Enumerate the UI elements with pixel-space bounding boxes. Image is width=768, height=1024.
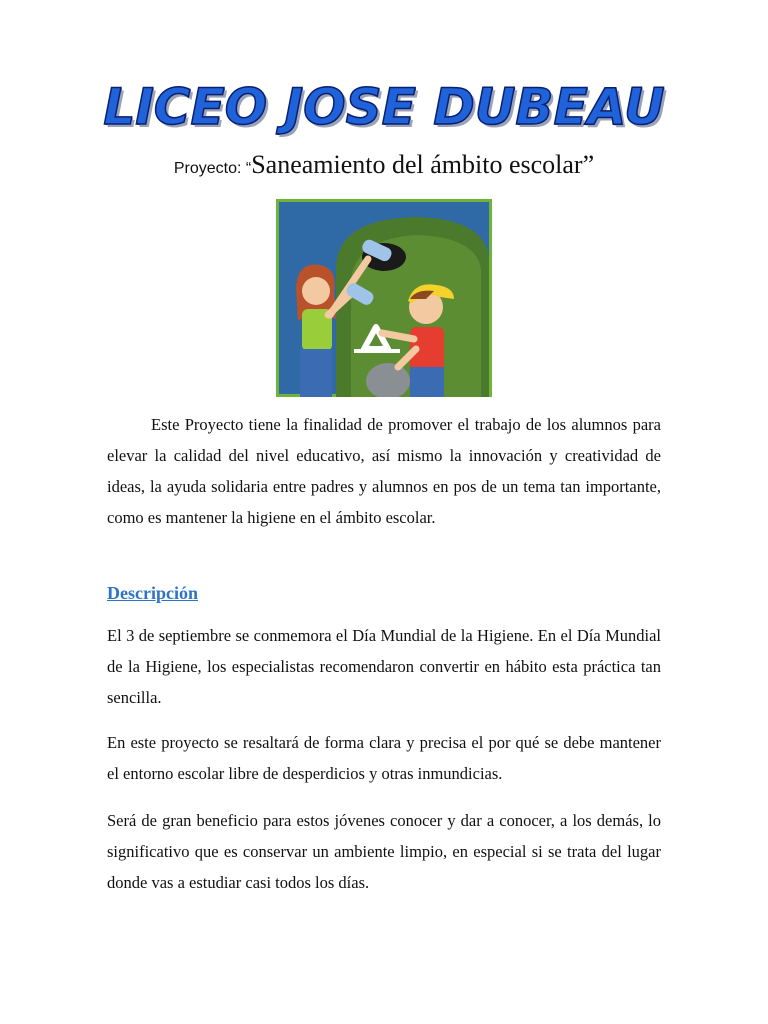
description-paragraph-3: Será de gran beneficio para estos jóvenes conocer y dar a conocer, a los demás, lo significativo que es conservar un ambiente limpio, en especial si se trata del lugar donde vas a estudiar casi todos los días. [107,811,661,892]
section-heading: Descripción [107,583,198,603]
recycling-kids-illustration [276,199,492,397]
description-paragraph-1: El 3 de septiembre se conmemora el Día Mundial de la Higiene. En el Día Mundial de la Higiene, los especialistas recomendaron convertir en hábito esta práctica tan sencilla. [107,626,661,707]
description-paragraph-2: En este proyecto se resaltará de forma clara y precisa el por qué se debe mantener el entorno escolar libre de desperdicios y otras inmundicias. [107,733,661,783]
project-prefix: Proyecto: “ [173,160,252,177]
project-name: Saneamiento del ámbito escolar” [251,150,595,179]
project-subtitle [0,150,768,180]
school-title: LICEO JOSE DUBEAU [103,78,665,136]
intro-paragraph: Este Proyecto tiene la finalidad de promover el trabajo de los alumnos para elevar la calidad del nivel educativo, así mismo la innovación y creatividad de ideas, la ayuda solidaria entre padres y alumnos en pos de un tema tan importante, como es mantener la higiene en el ámbito escolar. [107,415,661,527]
